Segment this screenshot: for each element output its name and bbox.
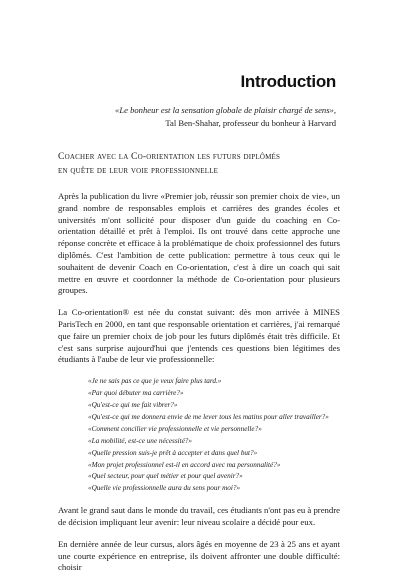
paragraph-final-year: En dernière année de leur cursus, alors âgés en moyenne de 23 à 25 ans et ayant une courte expérience en entreprise, ils doivent affronter une double difficulté: choisir <box>58 538 340 573</box>
question-item: «Je ne sais pas ce que je veux faire plus tard.» <box>88 377 222 386</box>
question-item: «Quelle vie professionnelle aura du sens pour moi?» <box>88 484 241 493</box>
epigraph-quote: «Le bonheur est la sensation globale de plaisir chargé de sens», <box>115 105 336 115</box>
question-item: «Par quoi débuter ma carrière?» <box>88 389 184 398</box>
question-item: «La mobilité, est-ce une nécessité?» <box>88 436 192 445</box>
question-item: «Qu'est-ce qui me donnera envie de me lever tous les matins pour aller travailler?» <box>88 412 329 421</box>
question-item: «Qu'est-ce qui me fait vibrer?» <box>88 400 178 409</box>
question-item: «Comment concilier vie professionnelle et vie personnelle?» <box>88 424 262 433</box>
paragraph-co-orientation: La Co-orientation® est née du constat suivant: dès mon arrivée à MINES ParisTech en 2000, en tant que responsable orientation et carrières, j'ai remarqué que faire un premier choix de job pour les futurs diplômés était très difficile. Et c'est sans surprise aujourd'hui que j'entends ces questions bien légitimes des étudiants à l'aube de leur vie professionnelle: <box>58 307 340 365</box>
section-heading-line-1: Coacher avec la Co-orientation les futurs diplômés <box>58 151 281 162</box>
question-item: «Quel secteur, pour quel métier et pour quel avenir?» <box>88 472 243 481</box>
paragraph-intro: Après la publication du livre «Premier job, réussir son premier choix de vie», un grand nombre de responsables emplois et carrières des grandes écoles et universités m'ont sollicité pour disposer d'un guide du coaching en Co-orientation détaillé et prêt à l'emploi. Ils ont trouvé dans cette approche une réponse concrète et efficace à la problématique de choix professionnel des futurs diplômés. C'est l'ambition de cette publication: permettre à tous ceux qui le souhaitent de devenir Coach en Co-orientation, c'est à dire un coach qui sait mettre en œuvre et coordonner la méthode de Co-orientation pour plusieurs groupes. <box>58 191 340 296</box>
question-item: «Quelle pression suis-je prêt à accepter et dans quel but?» <box>88 448 258 457</box>
epigraph <box>90 104 336 130</box>
paragraph-before-work: Avant le grand saut dans le monde du travail, ces étudiants n'ont pas eu à prendre de décision impliquant leur avenir: leur niveau scolaire a décidé pour eux. <box>58 505 340 528</box>
epigraph-attribution: Tal Ben-Shahar, professeur du bonheur à Harvard <box>165 118 336 128</box>
body-text <box>58 191 340 584</box>
section-heading <box>58 150 336 177</box>
student-questions-list <box>88 376 340 495</box>
section-heading-line-2: en quête de leur voie professionnelle <box>58 164 219 176</box>
chapter-title: Introduction <box>240 72 336 91</box>
question-item: «Mon projet professionnel est-il en accord avec ma personnalité?» <box>88 460 281 469</box>
